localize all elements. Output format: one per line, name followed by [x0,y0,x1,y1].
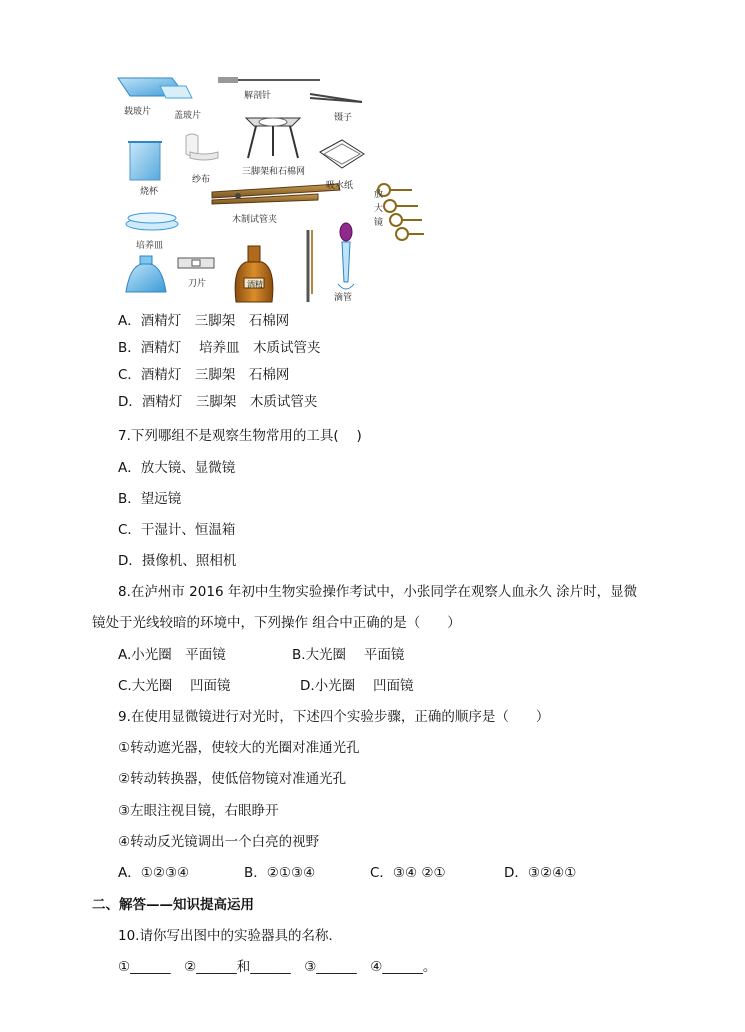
label-blade: 刀片 [188,279,207,289]
test-tube-holder-icon [212,184,340,204]
label-slide: 载玻片 [124,107,152,117]
label-magnifier: 放大镜 [374,190,384,228]
q6-option-a: A．酒精灯 三脚架 石棉网 [118,313,290,329]
glass-rod-icon [308,230,312,302]
dissecting-needle-icon [218,77,320,83]
q7-option-c: C．干湿计、恒温箱 [118,522,236,538]
alcohol-lamp-icon [126,256,166,292]
label-beaker: 烧杯 [140,187,159,197]
q6-option-d: D．酒精灯 三脚架 木质试管夹 [118,394,318,410]
q8-option-a: A.小光圈 平面镜 [118,647,226,663]
q7-option-d: D．摄像机、照相机 [118,553,237,569]
q9-option-d: D．③②④① [504,865,577,881]
absorbent-paper-icon [320,140,364,168]
label-bottle-tag: 酒精 [247,280,263,289]
label-tripod: 三脚架和石棉网 [242,167,306,177]
gauze-icon [186,134,218,160]
blade-icon [178,258,214,268]
label-dissecting-needle: 解剖针 [244,91,272,101]
tripod-icon [246,118,300,158]
q8-option-c: C.大光圈 凹面镜 [118,678,231,694]
magnifier-icon [378,184,424,240]
tweezers-icon [310,94,362,102]
cover-slip-icon [160,86,192,98]
q7-stem: 7.下列哪组不是观察生物常用的工具( ) [118,428,362,444]
q10-stem: 10.请你写出图中的实验器具的名称． [118,928,342,944]
label-absorbent-paper: 吸水纸 [326,181,354,191]
q9-step-3: ③左眼注视目镜，右眼睁开 [118,803,279,819]
q6-option-c: C．酒精灯 三脚架 石棉网 [118,367,290,383]
reagent-bottle-icon [235,246,273,302]
q8-option-b: B.大光圈 平面镜 [292,647,405,663]
q9-step-2: ②转动转换器，使低倍物镜对准通光孔 [118,771,347,787]
q7-option-b: B．望远镜 [118,491,182,507]
lab-equipment-figure [112,72,428,308]
label-petri-dish: 培养皿 [136,241,164,251]
dropper-icon [338,223,354,289]
label-cover-slip: 盖玻片 [174,111,202,121]
q9-stem: 9.在使用显微镜进行对光时，下述四个实验步骤，正确的顺序是（ ） [118,709,550,725]
label-test-tube-holder: 木制试管夹 [232,215,278,225]
q7-option-a: A．放大镜、显微镜 [118,460,236,476]
q8-stem-line1: 8.在泸州市 2016 年初中生物实验操作考试中，小张同学在观察人血永久 涂片时，显微 [118,584,638,600]
q9-step-4: ④转动反光镜调出一个白亮的视野 [118,834,320,850]
label-tweezers: 镊子 [334,113,353,123]
section-title: 二、解答——知识提高运用 [92,897,254,913]
q9-option-c: C．③④ ②① [370,865,446,881]
beaker-icon [128,142,162,180]
q10-blanks: ①______ ②______和______ ③______ ④______。 [118,959,437,975]
q8-stem-line2: 镜处于光线较暗的环境中，下列操作 组合中正确的是（ ） [92,615,461,631]
q9-option-b: B．②①③④ [244,865,316,881]
q9-option-a: A．①②③④ [118,865,190,881]
petri-dish-icon [126,213,178,230]
q8-option-d: D.小光圈 凹面镜 [300,678,414,694]
label-dropper: 滴管 [334,293,353,303]
q6-option-b: B．酒精灯 培养皿 木质试管夹 [118,340,321,356]
label-gauze: 纱布 [192,175,211,185]
q9-step-1: ①转动遮光器，使较大的光圈对准通光孔 [118,740,360,756]
